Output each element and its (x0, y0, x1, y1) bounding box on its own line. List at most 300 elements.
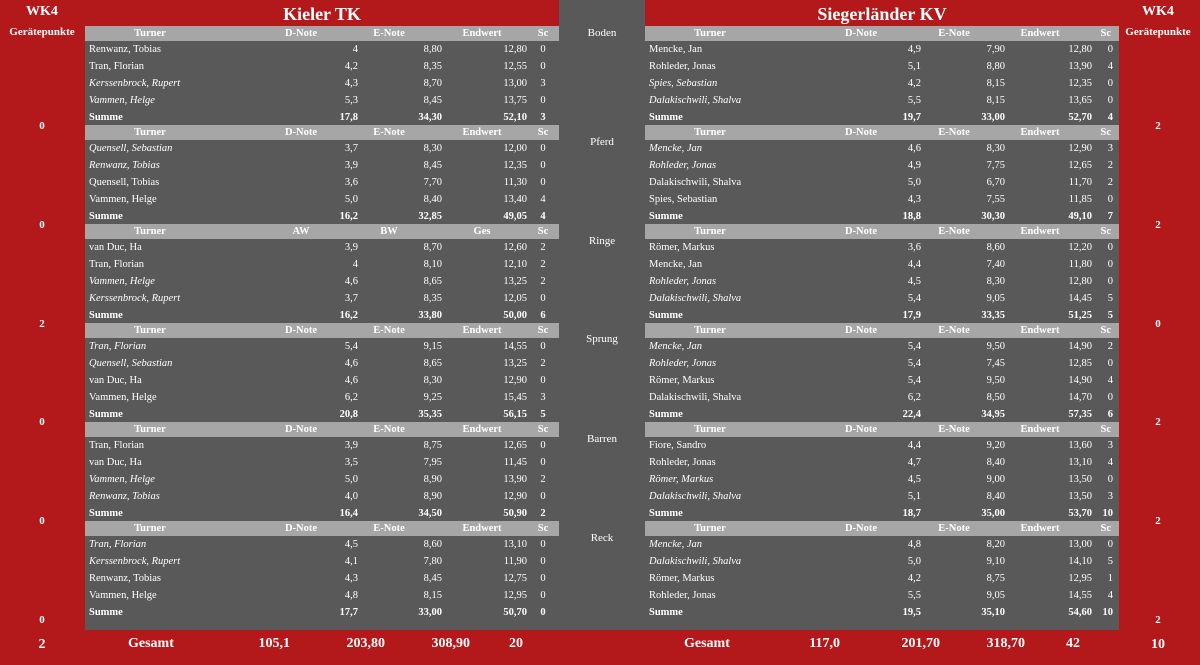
right-table-row (645, 338, 1119, 355)
right-cell-end: 12,80 (1068, 276, 1092, 287)
left-apparatus-block (85, 224, 559, 323)
right-table-row (645, 290, 1119, 307)
right-cell-sc: 3 (1107, 440, 1113, 451)
right-cell-turner: Rohleder, Jonas (649, 590, 716, 601)
right-cell-sc: 2 (1107, 160, 1113, 171)
right-table-row (645, 174, 1119, 191)
right-cell-turner: Rohleder, Jonas (649, 358, 717, 369)
right-sum-d: 18,7 (902, 508, 921, 519)
left-cell-d: 4,0 (344, 491, 358, 502)
left-sum-e: 34,50 (418, 508, 442, 519)
left-cell-e: 8,70 (423, 78, 442, 89)
right-cell-d: 5,5 (907, 95, 921, 106)
left-cell-sc: 3 (540, 78, 546, 89)
left-cell-e: 8,90 (423, 474, 442, 485)
left-cell-d: 5,3 (344, 95, 358, 106)
left-wk-label: WK4 (26, 4, 58, 19)
right-header-turner: Turner (694, 424, 726, 435)
right-header-e: E-Note (938, 226, 970, 237)
right-apparatus-block (645, 125, 1119, 224)
right-cell-end: 14,45 (1068, 293, 1092, 304)
right-cell-end: 13,65 (1068, 95, 1092, 106)
left-cell-end: 13,25 (503, 358, 527, 369)
left-cell-d: 5,0 (344, 474, 358, 485)
left-cell-sc: 4 (540, 194, 546, 205)
right-cell-e: 9,10 (986, 556, 1005, 567)
right-cell-end: 13,60 (1068, 440, 1092, 451)
right-cell-d: 5,4 (907, 375, 921, 386)
left-table-header (85, 224, 559, 239)
right-cell-d: 5,1 (907, 61, 921, 72)
right-header-sc: Sc (1100, 226, 1111, 237)
left-results-panel (85, 26, 559, 630)
left-cell-end: 11,30 (503, 177, 527, 188)
left-table-row (85, 587, 559, 604)
left-table-row (85, 372, 559, 389)
right-cell-sc: 3 (1107, 491, 1113, 502)
left-sum-e: 32,85 (418, 211, 442, 222)
right-cell-e: 9,05 (986, 590, 1005, 601)
right-table-row (645, 454, 1119, 471)
left-points-total: 2 (38, 637, 46, 652)
right-sum-sc: 5 (1107, 310, 1113, 321)
left-header-turner: Turner (134, 226, 166, 237)
left-sum-row (85, 505, 559, 522)
right-cell-e: 7,90 (986, 44, 1005, 55)
right-cell-end: 14,90 (1068, 341, 1092, 352)
right-sum-turner: Summe (649, 310, 683, 321)
left-cell-d: 5,4 (344, 341, 358, 352)
right-cell-sc: 5 (1107, 556, 1113, 567)
left-cell-e: 9,15 (423, 341, 442, 352)
right-geraetepunkte-label: Gerätepunkte (1125, 26, 1191, 38)
left-cell-turner: Vammen, Helge (89, 276, 155, 287)
left-table-header (85, 422, 559, 437)
left-cell-end: 12,95 (503, 590, 527, 601)
right-table-header (645, 224, 1119, 239)
right-gesamt-d: 117,0 (809, 636, 840, 651)
left-cell-end: 12,90 (503, 491, 527, 502)
left-cell-end: 12,35 (503, 160, 527, 171)
right-gesamt-e: 201,70 (901, 636, 940, 651)
left-cell-e: 8,45 (423, 160, 442, 171)
right-points-boden: 2 (1155, 120, 1161, 132)
apparatus-reck: Reck (590, 532, 614, 544)
right-table-row (645, 587, 1119, 604)
left-cell-d: 4,3 (344, 573, 358, 584)
left-sum-turner: Summe (89, 211, 123, 222)
left-header-sc: Sc (537, 424, 549, 435)
left-header-sc: Sc (537, 127, 549, 138)
right-header-sc: Sc (1100, 127, 1111, 138)
right-cell-e: 9,00 (986, 474, 1005, 485)
left-cell-turner: Vammen, Helge (89, 392, 157, 403)
left-cell-sc: 0 (540, 491, 546, 502)
right-table-row (645, 488, 1119, 505)
left-points-pferd: 0 (39, 219, 45, 231)
right-table-row (645, 239, 1119, 256)
left-table-row (85, 92, 559, 109)
right-cell-turner: Mencke, Jan (649, 539, 703, 550)
left-gesamt-end: 308,90 (431, 636, 470, 651)
right-sum-end: 53,70 (1068, 508, 1092, 519)
left-cell-end: 14,55 (503, 341, 527, 352)
right-cell-turner: Mencke, Jan (649, 341, 703, 352)
right-cell-e: 6,70 (986, 177, 1005, 188)
left-cell-end: 12,10 (503, 259, 527, 270)
left-table-row (85, 58, 559, 75)
right-table-row (645, 389, 1119, 406)
left-table-row (85, 174, 559, 191)
right-header-end: Endwert (1020, 127, 1060, 138)
right-apparatus-block (645, 323, 1119, 422)
left-table-row (85, 471, 559, 488)
right-header-sc: Sc (1100, 28, 1111, 39)
apparatus-barren: Barren (587, 433, 617, 445)
left-header-turner: Turner (134, 127, 166, 138)
left-cell-end: 13,40 (503, 194, 527, 205)
left-cell-turner: Tran, Florian (89, 61, 145, 72)
left-points-boden: 0 (39, 120, 45, 132)
apparatus-sprung: Sprung (586, 333, 618, 345)
left-header-end: Endwert (462, 325, 502, 336)
right-cell-d: 5,0 (907, 556, 921, 567)
left-cell-e: 7,95 (423, 457, 442, 468)
right-cell-end: 11,85 (1068, 194, 1092, 205)
right-sum-e: 35,00 (981, 508, 1005, 519)
right-cell-end: 12,95 (1068, 573, 1092, 584)
right-table-row (645, 471, 1119, 488)
left-cell-d: 3,9 (344, 160, 358, 171)
right-sum-d: 22,4 (902, 409, 921, 420)
right-cell-end: 14,55 (1068, 590, 1092, 601)
left-sum-sc: 3 (540, 112, 546, 123)
right-table-row (645, 372, 1119, 389)
right-wk-label: WK4 (1142, 4, 1174, 19)
right-sum-sc: 4 (1107, 112, 1113, 123)
left-sum-end: 49,05 (503, 211, 527, 222)
left-geraetepunkte-column (0, 0, 84, 665)
left-cell-e: 7,80 (423, 556, 442, 567)
right-cell-sc: 2 (1107, 177, 1113, 188)
left-cell-end: 13,90 (503, 474, 527, 485)
right-sum-end: 49,10 (1068, 211, 1092, 222)
left-cell-e: 8,35 (423, 293, 442, 304)
left-sum-turner: Summe (89, 112, 123, 123)
right-cell-d: 5,4 (907, 358, 921, 369)
right-cell-turner: Mencke, Jan (649, 259, 703, 270)
right-cell-d: 5,5 (907, 590, 921, 601)
left-apparatus-block (85, 521, 559, 620)
right-cell-end: 12,80 (1068, 44, 1092, 55)
right-sum-e: 33,35 (981, 310, 1005, 321)
left-table-row (85, 191, 559, 208)
right-header-end: Endwert (1020, 226, 1060, 237)
right-cell-sc: 0 (1107, 242, 1113, 253)
left-table-row (85, 454, 559, 471)
left-table-row (85, 355, 559, 372)
left-cell-e: 8,30 (423, 375, 442, 386)
left-cell-turner: van Duc, Ha (89, 457, 142, 468)
left-cell-turner: Kerssenbrock, Rupert (89, 78, 181, 89)
left-cell-end: 12,05 (503, 293, 527, 304)
left-cell-d: 4,6 (344, 276, 358, 287)
right-sum-row (645, 604, 1119, 621)
right-sum-turner: Summe (649, 607, 683, 618)
left-cell-end: 12,75 (503, 573, 527, 584)
right-table-row (645, 92, 1119, 109)
left-table-row (85, 239, 559, 256)
left-header-e: E-Note (373, 28, 405, 39)
left-table-row (85, 488, 559, 505)
right-cell-end: 11,80 (1068, 259, 1092, 270)
left-cell-sc: 0 (540, 293, 546, 304)
right-points-barren: 2 (1155, 515, 1161, 527)
right-cell-sc: 2 (1107, 341, 1113, 352)
right-table-row (645, 157, 1119, 174)
right-table-row (645, 58, 1119, 75)
left-cell-sc: 0 (540, 143, 546, 154)
left-cell-sc: 0 (540, 539, 546, 550)
right-cell-turner: Spies, Sebastian (649, 194, 718, 205)
left-cell-turner: Kerssenbrock, Rupert (89, 293, 181, 304)
apparatus-column (559, 0, 645, 630)
left-geraetepunkte-label: Gerätepunkte (9, 26, 75, 38)
right-cell-e: 8,15 (986, 95, 1005, 106)
right-header-end: Endwert (1020, 424, 1060, 435)
left-points-reck: 0 (39, 614, 45, 626)
left-header-sc: Sc (537, 226, 549, 237)
right-cell-e: 9,50 (986, 375, 1005, 386)
left-gesamt-label: Gesamt (128, 636, 174, 651)
right-table-header (645, 323, 1119, 338)
right-cell-sc: 0 (1107, 539, 1113, 550)
right-table-row (645, 191, 1119, 208)
left-cell-sc: 0 (540, 177, 546, 188)
right-cell-d: 4,2 (907, 78, 921, 89)
left-sum-row (85, 604, 559, 621)
left-table-row (85, 41, 559, 58)
left-cell-e: 8,75 (423, 440, 442, 451)
right-header-turner: Turner (694, 325, 726, 336)
left-header-turner: Turner (134, 424, 166, 435)
right-cell-d: 3,6 (907, 242, 921, 253)
right-table-header (645, 422, 1119, 437)
left-table-row (85, 338, 559, 355)
left-header-e: E-Note (373, 127, 405, 138)
right-cell-end: 14,10 (1068, 556, 1092, 567)
left-sum-end: 56,15 (503, 409, 527, 420)
left-cell-sc: 0 (540, 61, 546, 72)
left-cell-sc: 0 (540, 375, 546, 386)
right-cell-e: 8,50 (986, 392, 1005, 403)
left-cell-d: 4,5 (344, 539, 358, 550)
left-header-turner: Turner (134, 325, 166, 336)
right-cell-turner: Spies, Sebastian (649, 78, 718, 89)
right-cell-e: 8,60 (986, 242, 1005, 253)
right-cell-sc: 0 (1107, 95, 1113, 106)
left-cell-d: 4 (352, 44, 358, 55)
left-cell-turner: Kerssenbrock, Rupert (89, 556, 181, 567)
left-cell-end: 13,00 (503, 78, 527, 89)
left-sum-turner: Summe (89, 409, 123, 420)
right-cell-sc: 4 (1107, 61, 1113, 72)
apparatus-pferd: Pferd (590, 136, 614, 148)
left-sum-d: 16,2 (339, 211, 358, 222)
left-cell-d: 3,7 (344, 143, 358, 154)
right-cell-d: 5,1 (907, 491, 921, 502)
right-cell-d: 5,4 (907, 293, 921, 304)
right-cell-turner: Römer, Markus (649, 375, 715, 386)
right-cell-e: 7,75 (986, 160, 1005, 171)
left-sum-d: 20,8 (339, 409, 358, 420)
right-cell-turner: Fiore, Sandro (649, 440, 707, 451)
left-cell-end: 12,55 (503, 61, 527, 72)
right-header-turner: Turner (694, 226, 726, 237)
left-cell-turner: Quensell, Tobias (89, 177, 160, 188)
right-cell-end: 13,90 (1068, 61, 1092, 72)
right-cell-d: 5,4 (907, 341, 921, 352)
left-apparatus-block (85, 26, 559, 125)
right-cell-e: 8,40 (986, 457, 1005, 468)
right-table-header (645, 521, 1119, 536)
left-cell-turner: van Duc, Ha (89, 375, 142, 386)
left-cell-turner: Tran, Florian (89, 259, 145, 270)
right-cell-e: 7,45 (986, 358, 1005, 369)
left-cell-d: 4,2 (344, 61, 358, 72)
apparatus-boden: Boden (587, 27, 617, 39)
left-cell-sc: 2 (540, 276, 546, 287)
right-cell-sc: 0 (1107, 358, 1113, 369)
left-cell-turner: Renwanz, Tobias (89, 44, 161, 55)
left-cell-end: 11,45 (503, 457, 527, 468)
left-sum-row (85, 406, 559, 423)
left-cell-sc: 0 (540, 590, 546, 601)
left-cell-sc: 3 (540, 392, 546, 403)
right-cell-end: 13,50 (1068, 474, 1092, 485)
right-header-d: D-Note (844, 226, 878, 237)
left-header-e: E-Note (373, 325, 405, 336)
left-header-end: Endwert (462, 28, 502, 39)
right-cell-e: 7,55 (986, 194, 1005, 205)
right-cell-d: 4,3 (907, 194, 921, 205)
left-points-barren: 0 (39, 515, 45, 527)
left-sum-e: 34,30 (418, 112, 442, 123)
left-header-d: AW (292, 226, 310, 237)
left-header-e: BW (380, 226, 398, 237)
right-sum-row (645, 109, 1119, 126)
right-table-row (645, 75, 1119, 92)
apparatus-ringe: Ringe (588, 235, 616, 247)
left-sum-d: 16,2 (339, 310, 358, 321)
left-gesamt-sc: 20 (509, 636, 523, 651)
right-geraetepunkte-column (1116, 0, 1200, 665)
right-cell-end: 13,50 (1068, 491, 1092, 502)
right-sum-d: 18,8 (902, 211, 921, 222)
right-cell-turner: Dalakischwili, Shalva (649, 177, 742, 188)
right-gesamt-label: Gesamt (684, 636, 730, 651)
right-header-e: E-Note (938, 28, 970, 39)
right-cell-turner: Römer, Markus (649, 573, 715, 584)
left-header-d: D-Note (284, 325, 318, 336)
right-cell-end: 13,10 (1068, 457, 1092, 468)
left-cell-d: 4,6 (344, 375, 358, 386)
left-cell-sc: 0 (540, 44, 546, 55)
left-cell-turner: Tran, Florian (89, 440, 145, 451)
left-sum-turner: Summe (89, 508, 123, 519)
right-cell-d: 4,7 (907, 457, 921, 468)
left-cell-e: 8,45 (423, 95, 442, 106)
right-cell-d: 4,5 (907, 276, 921, 287)
left-header-e: E-Note (373, 523, 405, 534)
right-cell-e: 8,30 (986, 276, 1005, 287)
left-header-d: D-Note (284, 127, 318, 138)
right-table-row (645, 437, 1119, 454)
right-sum-row (645, 505, 1119, 522)
left-table-header (85, 125, 559, 140)
left-cell-turner: Renwanz, Tobias (89, 160, 160, 171)
left-header-end: Ges (473, 226, 491, 237)
left-table-row (85, 273, 559, 290)
right-points-reck: 2 (1155, 614, 1161, 626)
right-header-d: D-Note (844, 325, 878, 336)
left-table-row (85, 536, 559, 553)
right-sum-row (645, 208, 1119, 225)
right-header-turner: Turner (694, 127, 726, 138)
right-sum-e: 35,10 (981, 607, 1005, 618)
left-cell-end: 15,45 (503, 392, 527, 403)
left-table-header (85, 323, 559, 338)
left-sum-end: 52,10 (503, 112, 527, 123)
left-cell-d: 3,7 (344, 293, 358, 304)
right-cell-e: 9,05 (986, 293, 1005, 304)
left-cell-e: 8,15 (423, 590, 442, 601)
left-sum-sc: 6 (540, 310, 546, 321)
right-apparatus-block (645, 224, 1119, 323)
left-apparatus-block (85, 422, 559, 521)
right-sum-end: 54,60 (1068, 607, 1092, 618)
right-cell-turner: Dalakischwili, Shalva (649, 491, 742, 502)
right-cell-turner: Mencke, Jan (649, 44, 703, 55)
left-sum-d: 17,8 (339, 112, 358, 123)
left-cell-turner: Vammen, Helge (89, 194, 157, 205)
left-table-row (85, 157, 559, 174)
left-cell-sc: 0 (540, 95, 546, 106)
left-gesamt-e: 203,80 (346, 636, 385, 651)
left-cell-sc: 2 (540, 358, 546, 369)
right-cell-d: 4,8 (907, 539, 921, 550)
left-cell-end: 12,60 (503, 242, 527, 253)
right-cell-sc: 0 (1107, 259, 1113, 270)
left-cell-end: 12,00 (503, 143, 527, 154)
right-header-e: E-Note (938, 127, 970, 138)
left-sum-turner: Summe (89, 607, 123, 618)
right-points-ringe: 0 (1155, 318, 1161, 330)
right-header-e: E-Note (938, 424, 970, 435)
left-cell-end: 13,25 (503, 276, 527, 287)
left-points-ringe: 2 (39, 318, 45, 330)
left-cell-turner: Quensell, Sebastian (89, 358, 173, 369)
left-cell-end: 11,90 (503, 556, 527, 567)
left-cell-end: 12,65 (503, 440, 527, 451)
right-gesamt-sc: 42 (1066, 636, 1080, 651)
right-sum-d: 19,5 (902, 607, 921, 618)
right-cell-turner: Rohleder, Jonas (649, 61, 716, 72)
left-cell-e: 8,70 (423, 242, 442, 253)
left-table-header (85, 26, 559, 41)
left-points-sprung: 0 (39, 416, 45, 428)
left-cell-turner: Tran, Florian (89, 539, 147, 550)
